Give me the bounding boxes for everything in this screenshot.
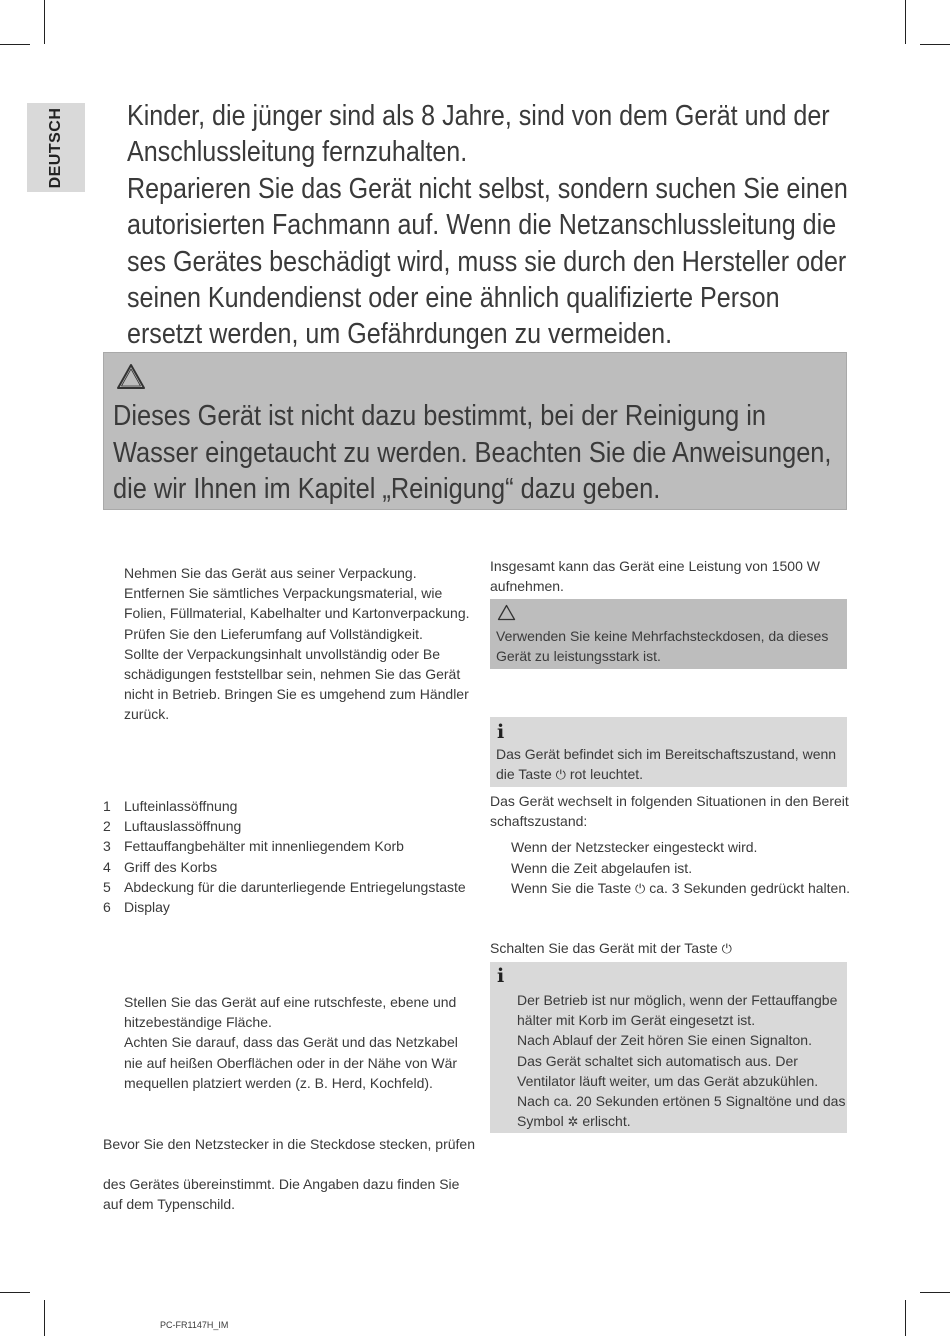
- text-line: aufnehmen.: [490, 578, 564, 595]
- text-line: Nehmen Sie das Gerät aus seiner Verpackung.: [124, 565, 417, 581]
- text-line: Das Gerät befindet sich im Bereitschaftszustand, wenn: [496, 746, 837, 762]
- power-section: [490, 556, 850, 596]
- language-tab: [27, 103, 85, 192]
- power-button-icon: ⏻: [555, 767, 566, 783]
- text-line: schädigungen feststellbar sein, nehmen Sie das Gerät: [124, 666, 461, 683]
- text-fragment: die Taste: [496, 766, 552, 783]
- text-line: [496, 764, 836, 785]
- item-label: Griff des Korbs: [124, 858, 218, 875]
- list-item: [103, 816, 483, 836]
- crop-mark: [905, 1300, 906, 1336]
- text-line: Bevor Sie den Netzstecker in die Steckdose stecken, prüfen: [103, 1136, 475, 1152]
- switch-off-line: [490, 938, 850, 959]
- item-label: Abdeckung für die darunterliegende Entriegelungstaste: [124, 878, 466, 895]
- item-label: Luftauslassöffnung: [124, 818, 242, 835]
- language-tab-label: DEUTSCH: [47, 107, 64, 188]
- crop-mark: [905, 0, 906, 44]
- item-number: 5: [103, 878, 111, 895]
- connection-section: [103, 1134, 483, 1215]
- standby-section: [490, 791, 850, 899]
- info-icon: i: [497, 965, 505, 987]
- intro-paragraph: Reparieren Sie das Gerät nicht selbst, sondern suchen Sie einen autorisierten Fachmann auf. Wenn die Netzanschlussleitung die ses Gerätes beschädigt wird, muss sie durch den Hersteller oder seinen Kundendienst oder eine ähnlich qualifizierte Person ersetzt werden, um Gefährdungen zu vermeiden.: [127, 172, 848, 351]
- power-warning-box: [490, 599, 847, 669]
- text-line: hitzebeständige Fläche.: [124, 1014, 272, 1031]
- text-line: Ventilator läuft weiter, um das Gerät abzukühlen.: [517, 1072, 819, 1089]
- warning-triangle-icon: [497, 604, 516, 621]
- list-item: [103, 796, 483, 816]
- text-line: Nach ca. 20 Sekunden ertönen 5 Signaltöne und das: [517, 1093, 846, 1110]
- item-number: 1: [103, 798, 111, 814]
- item-label: Fettauffangbehälter mit innenliegendem Korb: [124, 838, 404, 855]
- list-item: [103, 877, 483, 897]
- item-number: 2: [103, 818, 111, 835]
- text-line: schaftszustand:: [490, 813, 588, 830]
- parts-list: [103, 796, 483, 917]
- intro-paragraph: Kinder, die jünger sind als 8 Jahre, sind von dem Gerät und der Anschlussleitung fernzuhalten.: [127, 100, 830, 169]
- unpacking-section: [124, 563, 474, 725]
- text-line: zurück.: [124, 706, 170, 723]
- text-fragment: ca. 3 Sekunden gedrückt halten.: [649, 879, 851, 896]
- text-line: Achten Sie darauf, dass das Gerät und das Netzkabel: [124, 1034, 458, 1051]
- text-line: Sollte der Verpackungsinhalt unvollständig oder Be: [124, 645, 440, 662]
- list-item: [103, 897, 483, 917]
- text-line: Der Betrieb ist nur möglich, wenn der Fettauffangbe: [517, 992, 838, 1008]
- info-icon: i: [497, 721, 505, 743]
- list-item: [103, 836, 483, 856]
- text-line: Insgesamt kann das Gerät eine Leistung von 1500 W: [490, 558, 820, 574]
- crop-mark: [44, 0, 45, 44]
- text-line: Das Gerät schaltet sich automatisch aus. Der: [517, 1052, 798, 1069]
- crop-mark: [0, 1292, 30, 1293]
- fan-icon: ✲: [567, 1114, 579, 1130]
- text-line: Prüfen Sie den Lieferumfang auf Vollständigkeit.: [124, 625, 423, 642]
- standby-info-box: [490, 717, 847, 787]
- text-line: Nach Ablauf der Zeit hören Sie einen Signalton.: [517, 1032, 812, 1049]
- safety-intro: [127, 98, 857, 353]
- item-label: Display: [124, 899, 170, 916]
- text-line: Entfernen Sie sämtliches Verpackungsmaterial, wie: [124, 585, 443, 602]
- text-line: Das Gerät wechselt in folgenden Situationen in den Bereit: [490, 793, 849, 809]
- text-line: nie auf heißen Oberflächen oder in der Nähe von Wär: [124, 1054, 458, 1071]
- power-button-icon: ⏻: [635, 880, 646, 896]
- crop-mark: [920, 44, 950, 45]
- text-line: hälter mit Korb im Gerät eingesetzt ist.: [517, 1012, 756, 1029]
- list-item: [511, 878, 850, 899]
- power-button-icon: ⏻: [721, 941, 732, 956]
- operation-info-box: [490, 962, 847, 1133]
- item-number: 4: [103, 858, 111, 875]
- warning-triangle-icon: [116, 363, 146, 390]
- cleaning-warning-box: [103, 352, 847, 510]
- item-label: Lufteinlassöffnung: [124, 798, 238, 814]
- document-code: PC-FR1147H_IM: [160, 1320, 229, 1330]
- text-line: des Gerätes übereinstimmt. Die Angaben dazu finden Sie: [103, 1176, 460, 1193]
- text-line: Verwenden Sie keine Mehrfachsteckdosen, da dieses: [496, 628, 829, 644]
- text-line: Stellen Sie das Gerät auf eine rutschfeste, ebene und: [124, 994, 457, 1010]
- item-number: 3: [103, 838, 111, 855]
- text-fragment: erlischt.: [582, 1113, 631, 1130]
- list-item: [103, 857, 483, 877]
- text-fragment: Wenn Sie die Taste: [511, 879, 632, 896]
- placement-section: [124, 992, 474, 1093]
- crop-mark: [44, 1300, 45, 1336]
- text-fragment: rot leuchtet.: [569, 766, 644, 783]
- text-fragment: Symbol: [517, 1113, 564, 1130]
- text-line: [517, 1111, 845, 1132]
- text-fragment: Schalten Sie das Gerät mit der Taste: [490, 940, 718, 956]
- text-line: Folien, Füllmaterial, Kabelhalter und Kartonverpackung.: [124, 605, 470, 622]
- warning-text: Dieses Gerät ist nicht dazu bestimmt, bei der Reinigung in Wasser eingetaucht zu werden. Beachten Sie die Anweisungen, die wir Ihnen im Kapitel „Reinigung“ dazu geben.: [113, 400, 832, 505]
- text-line: auf dem Typenschild.: [103, 1196, 236, 1213]
- list-item: Wenn die Zeit abgelaufen ist.: [511, 859, 693, 876]
- crop-mark: [920, 1292, 950, 1293]
- text-line: mequellen platziert werden (z. B. Herd, Kochfeld).: [124, 1074, 433, 1091]
- text-line: Gerät zu leistungsstark ist.: [496, 648, 661, 665]
- crop-mark: [0, 44, 30, 45]
- list-item: Wenn der Netzstecker eingesteckt wird.: [511, 839, 758, 856]
- item-number: 6: [103, 899, 111, 916]
- text-line: nicht in Betrieb. Bringen Sie es umgehend zum Händler: [124, 686, 469, 703]
